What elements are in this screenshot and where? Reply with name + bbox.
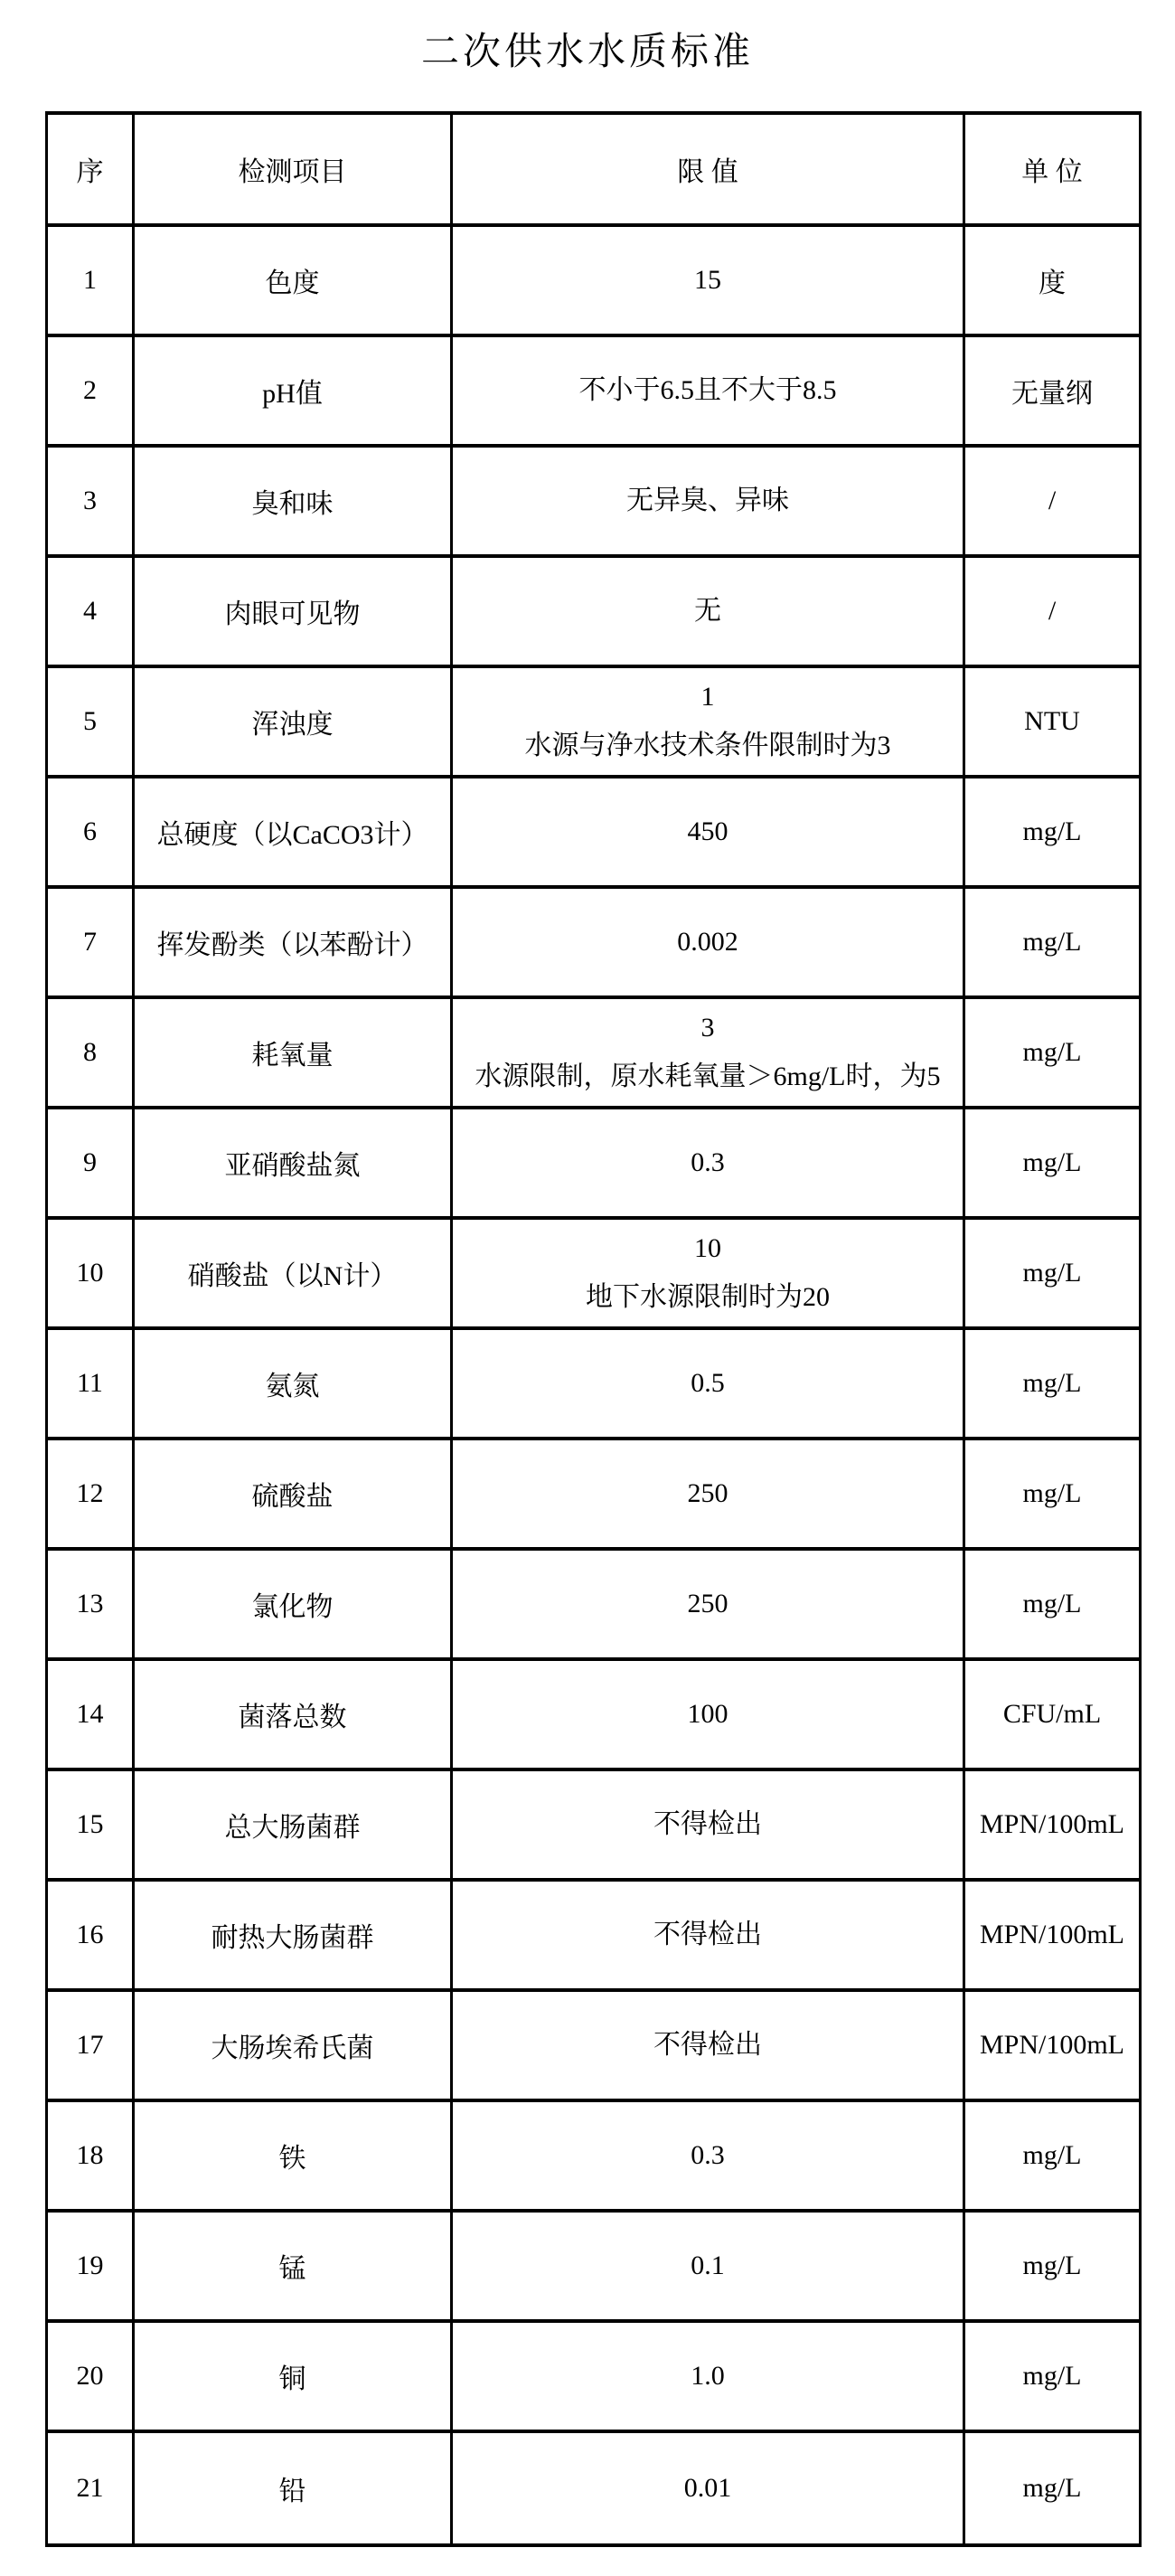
page-title: 二次供水水质标准 (420, 32, 754, 73)
row-item-cell: 铅 (135, 2433, 453, 2543)
row-unit-cell: mg/L (1022, 816, 1082, 846)
row-unit-cell: mg/L (1022, 2361, 1082, 2391)
row-seq-cell: 14 (48, 1661, 135, 1768)
table-row (48, 1330, 1139, 1440)
water-quality-table (45, 111, 1142, 2547)
limit-line: 不得检出 (653, 1809, 762, 1839)
table-row (48, 2213, 1139, 2323)
row-item-cell: 铁 (135, 2102, 453, 2209)
row-item-cell: 耐热大肠菌群 (135, 1882, 453, 1988)
limit-line: 1 (700, 682, 715, 712)
table-row (48, 889, 1139, 999)
row-limit-cell (453, 1330, 965, 1437)
row-limit-cell (453, 1220, 965, 1326)
row-seq-cell: 20 (48, 2323, 135, 2430)
row-item-cell: 大肠埃希氏菌 (135, 1992, 453, 2099)
row-limit-cell (453, 1661, 965, 1768)
table-row (48, 227, 1139, 337)
row-seq-cell: 11 (48, 1330, 135, 1437)
row-item-cell: 浑浊度 (135, 668, 453, 775)
row-unit-cell: 无量纲 (1011, 379, 1093, 409)
row-seq-cell: 16 (48, 1882, 135, 1988)
row-seq-cell: 5 (48, 668, 135, 775)
row-unit-cell: mg/L (1022, 1037, 1082, 1067)
table-row (48, 778, 1139, 889)
row-limit-cell (453, 1992, 965, 2099)
table-row (48, 1882, 1139, 1992)
table-row (48, 2323, 1139, 2433)
row-item-cell: 亚硝酸盐氮 (135, 1109, 453, 1216)
row-seq-cell: 2 (48, 337, 135, 444)
row-item-cell: 耗氧量 (135, 999, 453, 1106)
row-unit-cell: / (1048, 596, 1057, 626)
row-unit-cell: mg/L (1022, 2473, 1082, 2503)
row-seq-cell: 13 (48, 1551, 135, 1657)
table-row (48, 999, 1139, 1109)
row-unit-cell: 度 (1039, 269, 1066, 298)
limit-line: 0.5 (691, 1368, 725, 1398)
row-limit-cell (453, 1771, 965, 1878)
row-seq-cell: 7 (48, 889, 135, 995)
table-row (48, 1109, 1139, 1220)
row-unit-cell: / (1048, 486, 1057, 515)
row-unit-cell: NTU (1024, 706, 1080, 736)
table-row (48, 1440, 1139, 1551)
limit-line: 1.0 (691, 2361, 725, 2391)
row-item-cell: 肉眼可见物 (135, 558, 453, 665)
limit-line: 0.3 (691, 2140, 725, 2170)
limit-line: 水源与净水技术条件限制时为3 (524, 731, 891, 760)
limit-line: 250 (687, 1589, 728, 1618)
header-item: 检测项目 (135, 115, 453, 223)
row-seq-cell: 1 (48, 227, 135, 334)
table-row (48, 2433, 1139, 2543)
row-item-cell: 氨氮 (135, 1330, 453, 1437)
row-unit-cell: MPN/100mL (979, 2030, 1125, 2060)
table-row (48, 2102, 1139, 2213)
row-limit-cell (453, 337, 965, 444)
row-limit-cell (453, 2323, 965, 2430)
row-limit-cell (453, 227, 965, 334)
row-limit-cell (453, 558, 965, 665)
table-row (48, 1220, 1139, 1330)
row-limit-cell (453, 778, 965, 885)
row-item-cell: pH值 (135, 337, 453, 444)
row-item-cell: 臭和味 (135, 448, 453, 554)
limit-line: 100 (687, 1699, 728, 1729)
table-row (48, 1771, 1139, 1882)
row-item-cell: 锰 (135, 2213, 453, 2319)
row-unit-cell: mg/L (1022, 1589, 1082, 1618)
row-seq-cell: 17 (48, 1992, 135, 2099)
row-item-cell: 硝酸盐（以N计） (135, 1220, 453, 1326)
row-seq-cell: 12 (48, 1440, 135, 1547)
row-unit-cell: mg/L (1022, 1147, 1082, 1177)
limit-line: 不得检出 (653, 2030, 762, 2060)
row-seq-cell: 6 (48, 778, 135, 885)
row-seq-cell: 9 (48, 1109, 135, 1216)
row-seq-cell: 21 (48, 2433, 135, 2543)
limit-line: 0.002 (677, 927, 738, 957)
limit-line: 0.01 (683, 2473, 732, 2503)
row-unit-cell: mg/L (1022, 1258, 1082, 1288)
row-item-cell: 氯化物 (135, 1551, 453, 1657)
row-unit-cell: mg/L (1022, 1478, 1082, 1508)
row-limit-cell (453, 999, 965, 1106)
limit-line: 250 (687, 1478, 728, 1508)
row-limit-cell (453, 1882, 965, 1988)
limit-line: 水源限制，原水耗氧量＞6mg/L时，为5 (475, 1062, 941, 1091)
row-unit-cell: mg/L (1022, 2140, 1082, 2170)
row-seq-cell: 15 (48, 1771, 135, 1878)
row-limit-cell (453, 668, 965, 775)
table-row (48, 337, 1139, 448)
row-seq-cell: 18 (48, 2102, 135, 2209)
row-item-cell: 菌落总数 (135, 1661, 453, 1768)
row-unit-cell: mg/L (1022, 927, 1082, 957)
limit-line: 无异臭、异味 (626, 486, 789, 515)
row-limit-cell (453, 889, 965, 995)
row-item-cell: 总硬度（以CaCO3计） (135, 778, 453, 885)
table-row (48, 448, 1139, 558)
row-unit-cell: MPN/100mL (979, 1809, 1125, 1839)
row-limit-cell (453, 2102, 965, 2209)
limit-line: 不得检出 (653, 1920, 762, 1949)
row-seq-cell: 19 (48, 2213, 135, 2319)
header-unit: 单 位 (1021, 157, 1083, 187)
row-item-cell: 铜 (135, 2323, 453, 2430)
limit-line: 0.3 (691, 1147, 725, 1177)
row-limit-cell (453, 1440, 965, 1547)
row-item-cell: 色度 (135, 227, 453, 334)
row-limit-cell (453, 1109, 965, 1216)
row-unit-cell: MPN/100mL (979, 1920, 1125, 1949)
row-item-cell: 挥发酚类（以苯酚计） (135, 889, 453, 995)
limit-line: 3 (700, 1013, 715, 1043)
table-row (48, 558, 1139, 668)
limit-line: 10 (694, 1233, 721, 1263)
limit-line: 450 (687, 816, 728, 846)
limit-line: 无 (694, 596, 721, 626)
row-limit-cell (453, 2213, 965, 2319)
table-row (48, 1551, 1139, 1661)
header-limit: 限 值 (453, 115, 965, 223)
limit-line: 0.1 (691, 2250, 725, 2280)
row-limit-cell (453, 1551, 965, 1657)
row-unit-cell: CFU/mL (1002, 1699, 1102, 1729)
table-body (48, 227, 1139, 2543)
row-seq-cell: 4 (48, 558, 135, 665)
row-seq-cell: 3 (48, 448, 135, 554)
row-item-cell: 总大肠菌群 (135, 1771, 453, 1878)
row-item-cell: 硫酸盐 (135, 1440, 453, 1547)
row-limit-cell (453, 2433, 965, 2543)
row-limit-cell (453, 448, 965, 554)
limit-line: 15 (694, 265, 721, 295)
row-seq-cell: 10 (48, 1220, 135, 1326)
row-seq-cell: 8 (48, 999, 135, 1106)
table-row (48, 1992, 1139, 2102)
table-row (48, 668, 1139, 778)
limit-line: 地下水源限制时为20 (586, 1282, 830, 1312)
row-unit-cell: mg/L (1022, 2250, 1082, 2280)
header-seq: 序 (48, 115, 135, 223)
limit-line: 不小于6.5且不大于8.5 (578, 375, 837, 405)
table-row (48, 1661, 1139, 1771)
row-unit-cell: mg/L (1022, 1368, 1082, 1398)
table-header-row (48, 115, 1139, 227)
